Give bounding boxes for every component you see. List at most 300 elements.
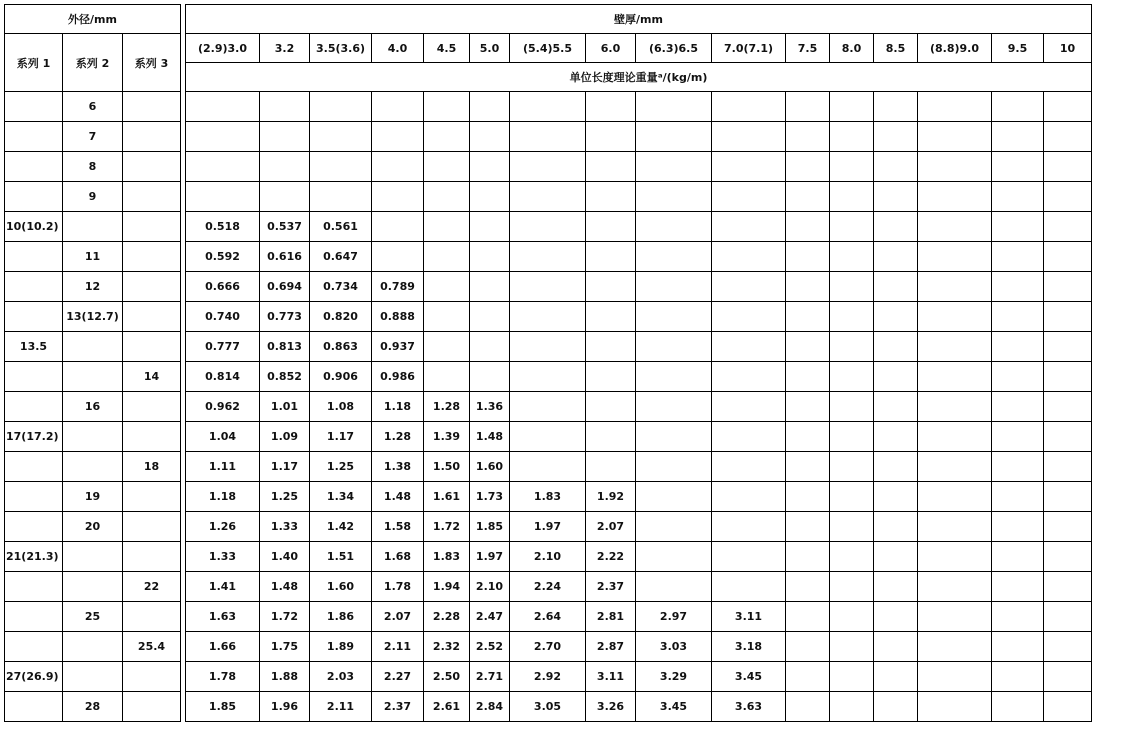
weight-value-cell: 1.78 bbox=[372, 572, 424, 602]
weight-value-cell: 2.24 bbox=[510, 572, 586, 602]
weight-value-cell: 0.647 bbox=[310, 242, 372, 272]
weight-value-cell bbox=[786, 362, 830, 392]
weight-value-cell: 3.26 bbox=[586, 692, 636, 722]
series-1-cell: 10(10.2) bbox=[5, 212, 63, 242]
weight-value-cell bbox=[712, 182, 786, 212]
weight-value-cell bbox=[918, 182, 992, 212]
weight-value-cell: 0.906 bbox=[310, 362, 372, 392]
weight-value-cell bbox=[786, 662, 830, 692]
weight-value-cell: 1.08 bbox=[310, 392, 372, 422]
weight-value-cell bbox=[586, 362, 636, 392]
weight-value-cell bbox=[786, 302, 830, 332]
weight-value-cell: 1.51 bbox=[310, 542, 372, 572]
weight-value-cell bbox=[712, 362, 786, 392]
weight-value-cell: 1.18 bbox=[186, 482, 260, 512]
wall-thickness-col-header: 9.5 bbox=[992, 34, 1044, 63]
weight-value-cell: 0.962 bbox=[186, 392, 260, 422]
weight-value-cell: 2.07 bbox=[372, 602, 424, 632]
weight-value-cell bbox=[786, 212, 830, 242]
weight-value-cell bbox=[830, 272, 874, 302]
weight-value-cell: 0.863 bbox=[310, 332, 372, 362]
weight-value-cell bbox=[992, 662, 1044, 692]
weight-value-cell bbox=[636, 512, 712, 542]
weight-value-cell bbox=[1044, 362, 1092, 392]
weight-value-cell bbox=[1044, 452, 1092, 482]
weight-value-cell bbox=[830, 182, 874, 212]
weight-value-cell: 2.52 bbox=[470, 632, 510, 662]
series-3-cell bbox=[123, 92, 181, 122]
weight-value-cell: 0.518 bbox=[186, 212, 260, 242]
weight-value-cell bbox=[712, 482, 786, 512]
weight-value-cell bbox=[786, 542, 830, 572]
weight-value-cell bbox=[712, 542, 786, 572]
series-2-cell bbox=[63, 632, 123, 662]
weight-value-cell bbox=[712, 302, 786, 332]
weight-value-cell bbox=[992, 692, 1044, 722]
weight-value-cell: 1.88 bbox=[260, 662, 310, 692]
weight-value-cell bbox=[372, 212, 424, 242]
weight-value-cell bbox=[310, 182, 372, 212]
weight-value-cell bbox=[786, 572, 830, 602]
weight-value-cell: 2.37 bbox=[372, 692, 424, 722]
weight-value-cell bbox=[712, 92, 786, 122]
wall-thickness-col-header: (8.8)9.0 bbox=[918, 34, 992, 63]
weight-value-cell bbox=[260, 92, 310, 122]
weight-value-cell bbox=[636, 452, 712, 482]
weight-value-cell bbox=[586, 182, 636, 212]
weight-value-cell bbox=[586, 122, 636, 152]
weight-value-cell bbox=[1044, 272, 1092, 302]
weight-value-cell bbox=[992, 452, 1044, 482]
weight-value-cell bbox=[918, 602, 992, 632]
weight-value-cell bbox=[510, 422, 586, 452]
weight-value-cell: 1.60 bbox=[470, 452, 510, 482]
weight-value-cell: 1.48 bbox=[372, 482, 424, 512]
weight-value-cell: 3.11 bbox=[586, 662, 636, 692]
weight-value-cell bbox=[510, 272, 586, 302]
weight-value-cell: 1.18 bbox=[372, 392, 424, 422]
table-row bbox=[5, 692, 1092, 722]
weight-value-cell bbox=[510, 392, 586, 422]
weight-value-cell bbox=[310, 122, 372, 152]
weight-value-cell: 1.11 bbox=[186, 452, 260, 482]
table-row bbox=[5, 542, 1092, 572]
table-row bbox=[5, 332, 1092, 362]
weight-value-cell: 1.09 bbox=[260, 422, 310, 452]
weight-value-cell bbox=[470, 152, 510, 182]
weight-value-cell bbox=[830, 692, 874, 722]
weight-value-cell bbox=[918, 632, 992, 662]
weight-value-cell: 2.97 bbox=[636, 602, 712, 632]
weight-value-cell: 1.68 bbox=[372, 542, 424, 572]
weight-value-cell bbox=[1044, 392, 1092, 422]
weight-value-cell bbox=[918, 512, 992, 542]
weight-value-cell bbox=[424, 92, 470, 122]
weight-value-cell bbox=[992, 182, 1044, 212]
weight-value-cell bbox=[712, 392, 786, 422]
weight-value-cell bbox=[1044, 242, 1092, 272]
series-1-cell bbox=[5, 242, 63, 272]
weight-value-cell: 1.85 bbox=[470, 512, 510, 542]
weight-value-cell bbox=[830, 482, 874, 512]
wall-thickness-col-header: 3.5(3.6) bbox=[310, 34, 372, 63]
weight-value-cell: 0.820 bbox=[310, 302, 372, 332]
weight-value-cell bbox=[1044, 542, 1092, 572]
series-2-cell: 25 bbox=[63, 602, 123, 632]
weight-value-cell bbox=[1044, 572, 1092, 602]
weight-value-cell bbox=[786, 122, 830, 152]
weight-value-cell: 2.84 bbox=[470, 692, 510, 722]
weight-value-cell: 1.72 bbox=[260, 602, 310, 632]
weight-value-cell: 1.25 bbox=[260, 482, 310, 512]
series-3-cell bbox=[123, 482, 181, 512]
weight-value-cell bbox=[712, 512, 786, 542]
weight-value-cell bbox=[830, 302, 874, 332]
weight-value-cell: 1.17 bbox=[310, 422, 372, 452]
weight-value-cell bbox=[830, 122, 874, 152]
weight-value-cell: 0.537 bbox=[260, 212, 310, 242]
weight-value-cell bbox=[874, 272, 918, 302]
series-3-cell bbox=[123, 122, 181, 152]
series-3-cell bbox=[123, 512, 181, 542]
weight-value-cell: 0.773 bbox=[260, 302, 310, 332]
table-row bbox=[5, 242, 1092, 272]
weight-value-cell bbox=[1044, 92, 1092, 122]
series-3-cell bbox=[123, 242, 181, 272]
weight-value-cell bbox=[786, 92, 830, 122]
weight-value-cell bbox=[874, 662, 918, 692]
series-1-cell: 13.5 bbox=[5, 332, 63, 362]
weight-value-cell bbox=[636, 542, 712, 572]
series-1-cell bbox=[5, 632, 63, 662]
outer-diameter-header: 外径/mm bbox=[5, 5, 181, 34]
wall-thickness-col-header: (2.9)3.0 bbox=[186, 34, 260, 63]
weight-value-cell bbox=[1044, 632, 1092, 662]
weight-value-cell bbox=[424, 212, 470, 242]
weight-value-cell bbox=[874, 512, 918, 542]
series-2-cell bbox=[63, 662, 123, 692]
weight-value-cell: 1.72 bbox=[424, 512, 470, 542]
weight-value-cell bbox=[874, 572, 918, 602]
weight-value-cell bbox=[786, 512, 830, 542]
weight-value-cell: 0.616 bbox=[260, 242, 310, 272]
series-3-cell bbox=[123, 392, 181, 422]
weight-value-cell: 2.61 bbox=[424, 692, 470, 722]
weight-value-cell bbox=[424, 272, 470, 302]
table-row bbox=[5, 422, 1092, 452]
series-1-header: 系列 1 bbox=[5, 34, 63, 92]
weight-value-cell bbox=[992, 512, 1044, 542]
wall-thickness-col-header: (6.3)6.5 bbox=[636, 34, 712, 63]
weight-value-cell bbox=[918, 482, 992, 512]
series-2-cell: 19 bbox=[63, 482, 123, 512]
weight-value-cell bbox=[712, 332, 786, 362]
weight-value-cell bbox=[470, 302, 510, 332]
weight-value-cell bbox=[510, 242, 586, 272]
weight-value-cell: 0.561 bbox=[310, 212, 372, 242]
weight-value-cell bbox=[712, 272, 786, 302]
weight-value-cell bbox=[830, 662, 874, 692]
weight-value-cell: 1.86 bbox=[310, 602, 372, 632]
weight-value-cell bbox=[260, 182, 310, 212]
series-3-cell bbox=[123, 272, 181, 302]
weight-value-cell: 1.97 bbox=[510, 512, 586, 542]
series-1-cell bbox=[5, 182, 63, 212]
series-2-cell bbox=[63, 452, 123, 482]
weight-value-cell bbox=[786, 182, 830, 212]
weight-value-cell bbox=[874, 632, 918, 662]
weight-value-cell bbox=[372, 242, 424, 272]
weight-value-cell bbox=[992, 242, 1044, 272]
weight-value-cell bbox=[1044, 122, 1092, 152]
weight-value-cell bbox=[636, 332, 712, 362]
weight-value-cell bbox=[786, 242, 830, 272]
weight-value-cell: 1.28 bbox=[424, 392, 470, 422]
series-3-cell bbox=[123, 332, 181, 362]
weight-value-cell bbox=[586, 332, 636, 362]
series-2-cell bbox=[63, 212, 123, 242]
weight-value-cell: 1.63 bbox=[186, 602, 260, 632]
weight-value-cell: 1.41 bbox=[186, 572, 260, 602]
weight-value-cell bbox=[874, 392, 918, 422]
weight-value-cell bbox=[1044, 152, 1092, 182]
weight-value-cell bbox=[424, 302, 470, 332]
weight-value-cell bbox=[992, 422, 1044, 452]
wall-thickness-col-header: (5.4)5.5 bbox=[510, 34, 586, 63]
series-1-cell bbox=[5, 392, 63, 422]
weight-value-cell: 0.813 bbox=[260, 332, 310, 362]
weight-value-cell bbox=[260, 122, 310, 152]
table-row bbox=[5, 572, 1092, 602]
series-1-cell: 21(21.3) bbox=[5, 542, 63, 572]
weight-value-cell bbox=[470, 272, 510, 302]
series-3-cell bbox=[123, 422, 181, 452]
table-row bbox=[5, 632, 1092, 662]
weight-value-cell bbox=[874, 152, 918, 182]
weight-value-cell bbox=[636, 182, 712, 212]
weight-value-cell bbox=[918, 422, 992, 452]
weight-value-cell bbox=[830, 632, 874, 662]
weight-value-cell bbox=[874, 362, 918, 392]
weight-value-cell bbox=[918, 332, 992, 362]
weight-table bbox=[4, 4, 1092, 722]
weight-value-cell bbox=[424, 122, 470, 152]
weight-value-cell bbox=[874, 212, 918, 242]
series-1-cell bbox=[5, 302, 63, 332]
weight-value-cell bbox=[918, 662, 992, 692]
weight-value-cell: 1.61 bbox=[424, 482, 470, 512]
series-3-cell: 14 bbox=[123, 362, 181, 392]
weight-value-cell bbox=[712, 212, 786, 242]
series-1-cell bbox=[5, 152, 63, 182]
series-1-cell: 17(17.2) bbox=[5, 422, 63, 452]
weight-value-cell: 1.73 bbox=[470, 482, 510, 512]
series-2-cell: 20 bbox=[63, 512, 123, 542]
weight-value-cell: 3.63 bbox=[712, 692, 786, 722]
weight-value-cell: 0.694 bbox=[260, 272, 310, 302]
weight-value-cell: 2.64 bbox=[510, 602, 586, 632]
weight-value-cell bbox=[1044, 422, 1092, 452]
weight-value-cell bbox=[786, 332, 830, 362]
weight-value-cell: 2.11 bbox=[372, 632, 424, 662]
weight-value-cell bbox=[918, 692, 992, 722]
weight-value-cell bbox=[372, 92, 424, 122]
weight-value-cell bbox=[918, 242, 992, 272]
weight-value-cell bbox=[586, 212, 636, 242]
weight-value-cell: 1.17 bbox=[260, 452, 310, 482]
weight-value-cell bbox=[992, 392, 1044, 422]
weight-value-cell bbox=[372, 182, 424, 212]
weight-value-cell: 1.94 bbox=[424, 572, 470, 602]
weight-value-cell: 2.10 bbox=[470, 572, 510, 602]
table-row bbox=[5, 92, 1092, 122]
weight-value-cell: 1.60 bbox=[310, 572, 372, 602]
weight-value-cell bbox=[470, 242, 510, 272]
unit-weight-header: 单位长度理论重量ᵃ/(kg/m) bbox=[186, 63, 1092, 92]
series-3-cell bbox=[123, 662, 181, 692]
table-row bbox=[5, 362, 1092, 392]
series-1-cell bbox=[5, 482, 63, 512]
weight-value-cell: 1.85 bbox=[186, 692, 260, 722]
series-2-cell bbox=[63, 542, 123, 572]
weight-value-cell: 2.10 bbox=[510, 542, 586, 572]
weight-value-cell: 3.03 bbox=[636, 632, 712, 662]
series-2-cell: 6 bbox=[63, 92, 123, 122]
weight-value-cell bbox=[636, 242, 712, 272]
weight-value-cell: 1.42 bbox=[310, 512, 372, 542]
weight-value-cell: 1.83 bbox=[424, 542, 470, 572]
wall-thickness-col-header: 5.0 bbox=[470, 34, 510, 63]
weight-value-cell bbox=[786, 692, 830, 722]
weight-value-cell bbox=[992, 272, 1044, 302]
weight-value-cell bbox=[918, 212, 992, 242]
weight-value-cell bbox=[874, 242, 918, 272]
weight-value-cell bbox=[992, 632, 1044, 662]
weight-value-cell bbox=[874, 482, 918, 512]
series-1-cell bbox=[5, 692, 63, 722]
weight-value-cell bbox=[586, 92, 636, 122]
weight-value-cell: 2.32 bbox=[424, 632, 470, 662]
table-row bbox=[5, 662, 1092, 692]
weight-value-cell bbox=[586, 392, 636, 422]
weight-value-cell: 1.28 bbox=[372, 422, 424, 452]
weight-value-cell bbox=[372, 152, 424, 182]
weight-value-cell bbox=[186, 122, 260, 152]
weight-value-cell: 2.07 bbox=[586, 512, 636, 542]
weight-value-cell: 2.22 bbox=[586, 542, 636, 572]
weight-value-cell bbox=[372, 122, 424, 152]
series-3-cell bbox=[123, 692, 181, 722]
wall-thickness-col-header: 10 bbox=[1044, 34, 1092, 63]
series-1-cell bbox=[5, 92, 63, 122]
weight-value-cell bbox=[712, 452, 786, 482]
weight-value-cell: 3.11 bbox=[712, 602, 786, 632]
series-3-cell bbox=[123, 152, 181, 182]
weight-value-cell: 1.97 bbox=[470, 542, 510, 572]
series-1-cell bbox=[5, 362, 63, 392]
weight-value-cell bbox=[786, 272, 830, 302]
table-row bbox=[5, 212, 1092, 242]
weight-value-cell: 1.92 bbox=[586, 482, 636, 512]
series-3-cell: 25.4 bbox=[123, 632, 181, 662]
weight-value-cell bbox=[1044, 602, 1092, 632]
weight-value-cell bbox=[918, 452, 992, 482]
weight-value-cell bbox=[510, 452, 586, 482]
weight-value-cell bbox=[830, 392, 874, 422]
weight-value-cell bbox=[712, 242, 786, 272]
weight-value-cell bbox=[830, 602, 874, 632]
weight-value-cell bbox=[830, 242, 874, 272]
weight-value-cell: 2.92 bbox=[510, 662, 586, 692]
table-row bbox=[5, 482, 1092, 512]
weight-value-cell: 2.87 bbox=[586, 632, 636, 662]
weight-value-cell bbox=[510, 212, 586, 242]
table-row bbox=[5, 302, 1092, 332]
weight-value-cell bbox=[586, 152, 636, 182]
series-3-cell: 18 bbox=[123, 452, 181, 482]
weight-value-cell bbox=[874, 692, 918, 722]
weight-table-container bbox=[4, 4, 1092, 722]
weight-value-cell bbox=[636, 92, 712, 122]
weight-value-cell: 1.25 bbox=[310, 452, 372, 482]
weight-value-cell bbox=[712, 152, 786, 182]
weight-value-cell bbox=[830, 512, 874, 542]
weight-value-cell bbox=[636, 152, 712, 182]
weight-value-cell: 0.937 bbox=[372, 332, 424, 362]
weight-value-cell bbox=[636, 392, 712, 422]
weight-value-cell: 1.50 bbox=[424, 452, 470, 482]
weight-value-cell bbox=[918, 362, 992, 392]
series-2-cell: 28 bbox=[63, 692, 123, 722]
weight-value-cell: 0.852 bbox=[260, 362, 310, 392]
weight-value-cell bbox=[636, 482, 712, 512]
weight-value-cell bbox=[786, 392, 830, 422]
weight-value-cell bbox=[918, 392, 992, 422]
weight-value-cell bbox=[992, 302, 1044, 332]
weight-value-cell: 0.740 bbox=[186, 302, 260, 332]
series-1-cell bbox=[5, 452, 63, 482]
weight-value-cell bbox=[260, 152, 310, 182]
weight-value-cell: 1.04 bbox=[186, 422, 260, 452]
weight-value-cell bbox=[470, 332, 510, 362]
weight-value-cell: 1.39 bbox=[424, 422, 470, 452]
weight-value-cell bbox=[712, 572, 786, 602]
weight-value-cell bbox=[510, 182, 586, 212]
table-row bbox=[5, 512, 1092, 542]
series-2-cell: 16 bbox=[63, 392, 123, 422]
weight-value-cell bbox=[1044, 302, 1092, 332]
weight-value-cell: 2.03 bbox=[310, 662, 372, 692]
weight-value-cell bbox=[470, 362, 510, 392]
weight-value-cell bbox=[712, 422, 786, 452]
weight-value-cell: 2.71 bbox=[470, 662, 510, 692]
weight-value-cell bbox=[992, 572, 1044, 602]
weight-value-cell bbox=[470, 92, 510, 122]
weight-value-cell: 1.83 bbox=[510, 482, 586, 512]
weight-value-cell: 0.734 bbox=[310, 272, 372, 302]
table-row bbox=[5, 182, 1092, 212]
weight-value-cell: 2.70 bbox=[510, 632, 586, 662]
weight-value-cell bbox=[1044, 662, 1092, 692]
weight-value-cell bbox=[424, 152, 470, 182]
weight-value-cell bbox=[918, 122, 992, 152]
series-3-cell: 22 bbox=[123, 572, 181, 602]
weight-value-cell bbox=[992, 122, 1044, 152]
weight-value-cell bbox=[186, 152, 260, 182]
weight-value-cell bbox=[992, 152, 1044, 182]
weight-value-cell bbox=[586, 452, 636, 482]
series-2-cell: 8 bbox=[63, 152, 123, 182]
